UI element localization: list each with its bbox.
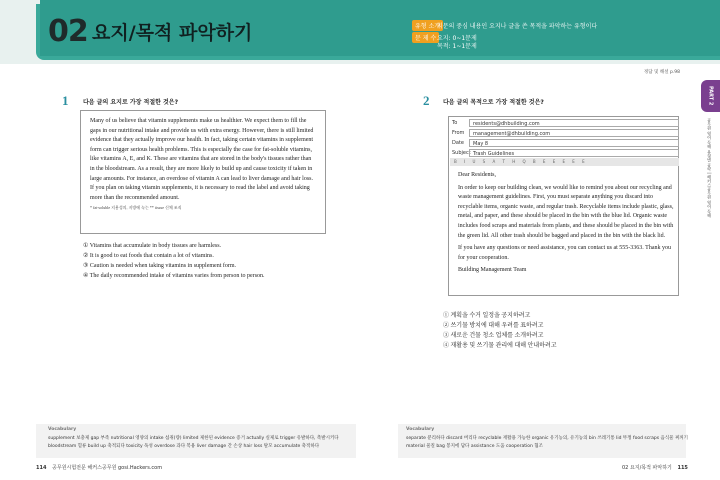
email-from-label: From (452, 130, 465, 136)
email-signature: Building Management Team (458, 267, 527, 274)
vocabulary-left-line-2: bloodstream 혈류 build up 축적되다 toxicity 독성 overdose 과다 복용 liver damage 간 손상 hair loss 탈모 accumulate 축적하다 (48, 443, 320, 449)
chapter-title: 요지/목적 파악하기 (92, 22, 253, 44)
email-subject-label: Subject (452, 150, 471, 156)
choice-1-2[interactable]: ② It is good to eat foods that contain a lot of vitamins. (83, 253, 214, 259)
email-date-label: Date (452, 140, 464, 146)
page-number-left: 114 (36, 465, 47, 471)
email-date-row (449, 138, 679, 148)
choice-1-4[interactable]: ④ The daily recommended intake of vitamins varies from person to person. (83, 273, 265, 279)
footer-right-text: 02 요지/목적 파악하기 (622, 465, 672, 471)
email-paragraph-1: In order to keep our building clean, we would like to remind you about our recycling and waste management guidelines. First, you must separate anything you discard into recyclable items, organic waste, and regular trash. Recyclable items include plastic, glass, metal, and paper, and these should be placed in the bin with the blue lid. Organic waste includes food scraps and materials from plants, and these should be placed in the bin with the green lid. All other trash should be bagged and placed in the bin with the black lid. (458, 184, 674, 239)
email-subject-field[interactable]: Trash Guidelines (469, 149, 679, 157)
question-2-number: 2 (423, 93, 430, 108)
email-window (448, 116, 679, 296)
choice-2-1[interactable]: ① 계획을 수거 일정을 공지하려고 (443, 313, 531, 319)
chapter-header (0, 0, 720, 64)
vocabulary-left-title: Vocabulary (48, 427, 77, 432)
email-format-toolbar[interactable]: B I U S A T H Q B E E E E E (450, 158, 679, 166)
choice-2-4[interactable]: ④ 재활용 및 쓰기물 관리에 대해 안내하려고 (443, 343, 557, 349)
email-subject-row (449, 148, 679, 158)
answer-page-reference: 정답 및 해설 p.98 (643, 70, 680, 75)
email-body (458, 171, 675, 279)
footer-right (622, 464, 692, 471)
tag-type-intro-text: 지문의 중심 내용인 요지나 글을 쓴 목적을 파악하는 유형이다 (437, 23, 598, 30)
side-running-title: 공무원 영어 독해 유형별 공략 | 해커스공무원 영어 독해 (707, 118, 712, 218)
vocabulary-right-line-1: separate 분리하다 discard 버리다 recyclable 재활용 가능한 organic 유기농의, 유기농의 bin 쓰레기통 lid 뚜껑 food scraps 음식물 찌꺼기 (406, 436, 688, 441)
email-to-row (449, 118, 679, 128)
question-1-number: 1 (62, 93, 69, 108)
email-from-row (449, 128, 679, 138)
email-to-label: To (452, 120, 458, 126)
vocabulary-right-line-2: material 물질 bag 봉지에 담다 assistance 도움 cooperation 협조 (406, 443, 544, 449)
tag-question-count: 문 제 수 (412, 32, 439, 43)
email-date-field[interactable]: May 8 (469, 139, 679, 147)
email-paragraph-2: If you have any questions or need assistance, you can contact us at 555-3363. Thank you for your cooperation. (458, 245, 671, 261)
tag-type-intro: 유형 소개 (412, 20, 443, 31)
vocabulary-left-line-1: supplement 보충제 gap 부족 nutritional 영양의 intake 섭취(량) limited 제한된 evidence 증거 actually 실제로 trigger 유발하다, 촉발시키다 (48, 436, 339, 441)
part-tab: PART 2 (701, 80, 720, 112)
page-number-right: 115 (677, 465, 688, 471)
vocabulary-right (398, 424, 686, 458)
vocabulary-right-title: Vocabulary (406, 427, 435, 432)
choice-1-3[interactable]: ③ Caution is needed when taking vitamins in supplement form. (83, 263, 237, 269)
choice-2-3[interactable]: ③ 새로운 건물 청소 업체를 소개하려고 (443, 333, 544, 339)
email-greeting: Dear Residents, (458, 172, 496, 178)
question-1-prompt: 다음 글의 요지로 가장 적절한 것은? (83, 99, 179, 106)
chapter-number: 02 (48, 14, 88, 49)
footer-left-text[interactable]: 공무원시험전문 해커스공무원 gosi.Hackers.com (52, 465, 163, 471)
question-1-choices (83, 241, 265, 281)
question-1-passage: Many of us believe that vitamin supplements make us healthier. We expect them to fill the gaps in our nutritional intake and provide us with extra energy. However, there is still limited evidence that they actually improve our health. In fact, taking certain vitamins in supplement form can trigger serious health problems. This is especially the case for fat-soluble vitamins, like vitamins A, E, and K. These are vitamins that are stored in the body's tissues rather than in the bloodstream. As a result, they are more likely to build up and cause toxicity if taken in large amounts. For instance, an overdose of vitamin A can lead to liver damage and hair loss. If you plan on taking vitamin supplements, it is necessary to read the label and avoid taking more than the recommended amount. (90, 118, 314, 201)
question-1-footnote: * fat-soluble 지용성의, 지방에 녹는 ** tissue 신체 조직 (90, 205, 182, 211)
email-from-field[interactable]: management@dhbuilding.com (469, 129, 679, 137)
question-count-purpose: 목적: 1~1문제 (437, 43, 477, 50)
choice-2-2[interactable]: ② 쓰기물 방치에 대해 우려를 표하려고 (443, 323, 544, 329)
email-to-field[interactable]: residents@dhbuilding.com (469, 119, 679, 127)
footer-left (36, 464, 162, 471)
choice-1-1[interactable]: ① Vitamins that accumulate in body tissues are harmless. (83, 243, 222, 249)
question-count-gist: 요지: 0~1문제 (437, 35, 477, 42)
question-2-choices (443, 311, 557, 351)
question-2-prompt: 다음 글의 목적으로 가장 적절한 것은? (443, 99, 544, 106)
question-1-passage-box (80, 110, 326, 234)
vocabulary-left (36, 424, 356, 458)
